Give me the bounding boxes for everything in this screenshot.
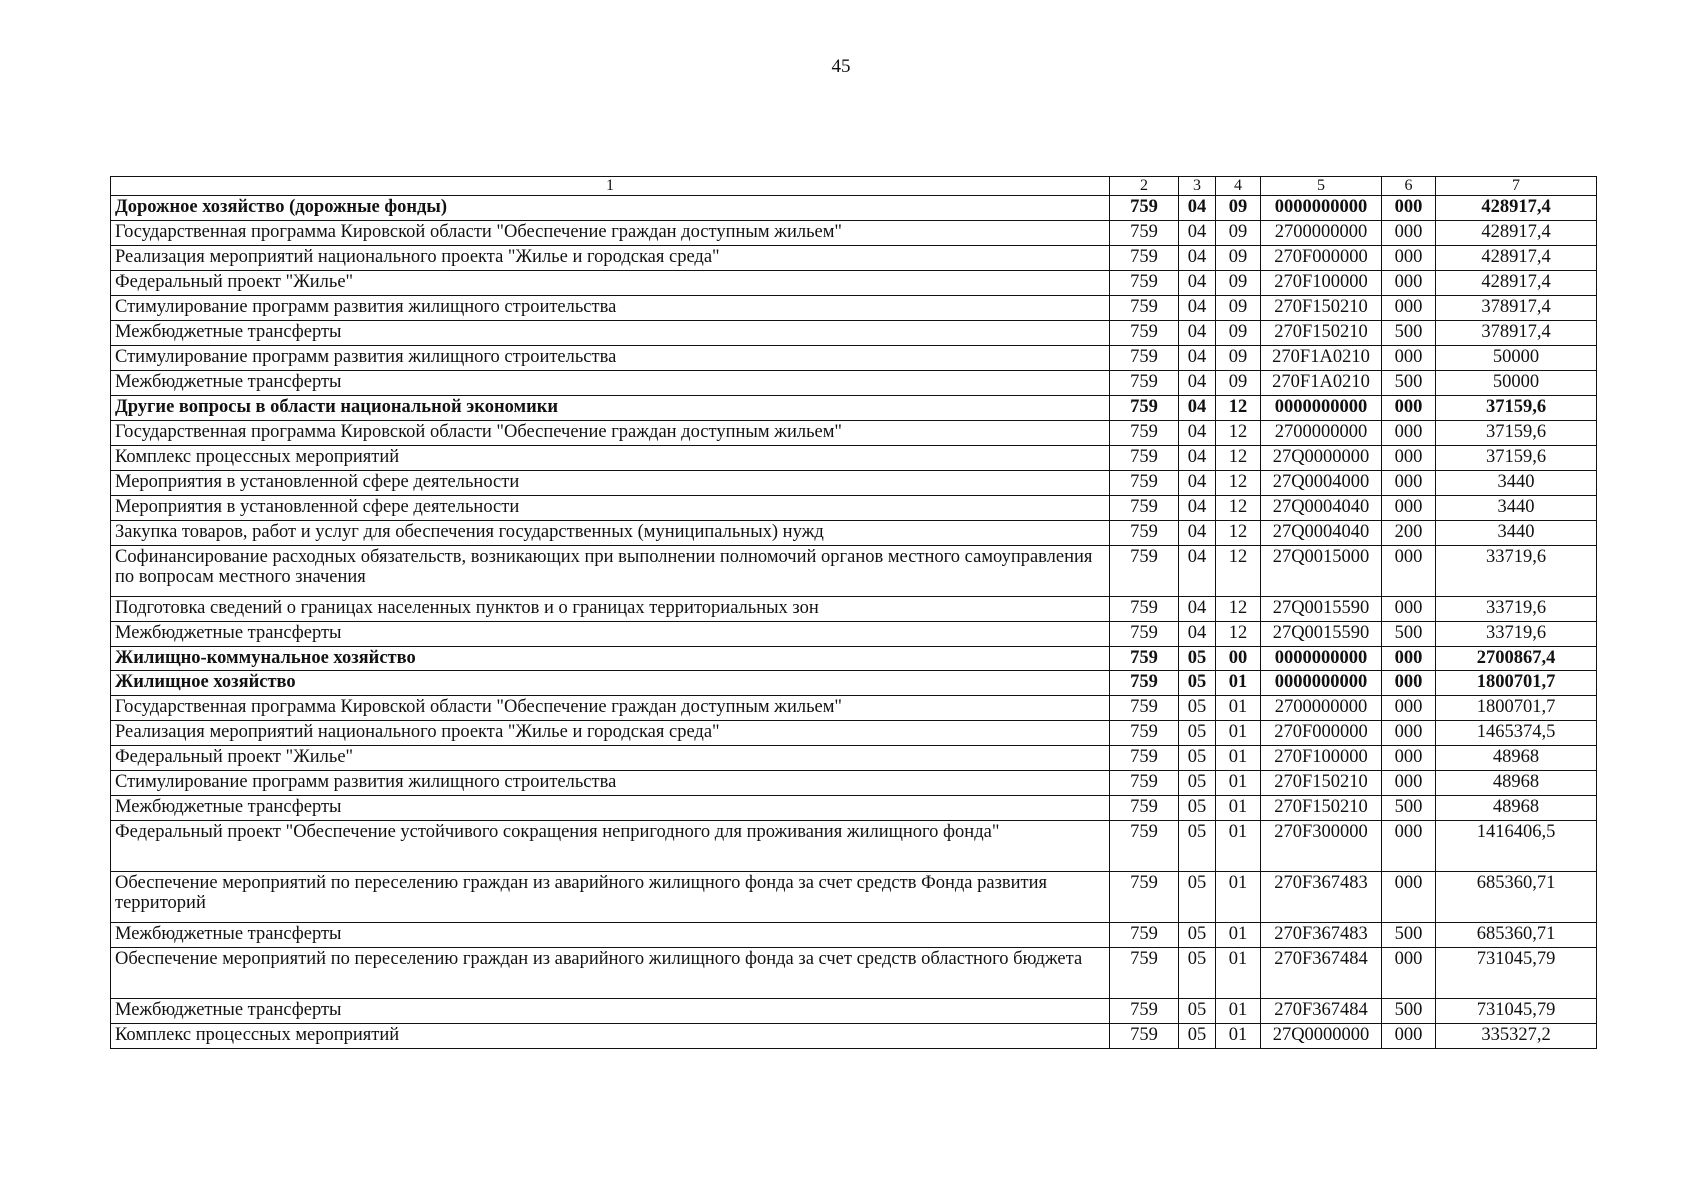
cell-ministry-code: 759 bbox=[1110, 545, 1179, 596]
cell-section: 05 bbox=[1179, 1024, 1216, 1049]
cell-amount: 685360,71 bbox=[1436, 872, 1597, 923]
cell-section: 04 bbox=[1179, 470, 1216, 495]
cell-expense-type: 000 bbox=[1382, 646, 1436, 671]
cell-target-article: 27Q0004000 bbox=[1261, 470, 1382, 495]
cell-amount: 1800701,7 bbox=[1436, 671, 1597, 696]
cell-expense-type: 000 bbox=[1382, 948, 1436, 999]
cell-expense-type: 000 bbox=[1382, 1024, 1436, 1049]
header-col-3: 3 bbox=[1179, 177, 1216, 196]
table-row bbox=[111, 220, 1597, 245]
cell-expense-type: 000 bbox=[1382, 220, 1436, 245]
cell-subsection: 12 bbox=[1216, 596, 1261, 621]
cell-subsection: 01 bbox=[1216, 923, 1261, 948]
cell-expense-type: 000 bbox=[1382, 345, 1436, 370]
cell-section: 05 bbox=[1179, 796, 1216, 821]
cell-name: Стимулирование программ развития жилищного строительства bbox=[111, 771, 1110, 796]
cell-ministry-code: 759 bbox=[1110, 1024, 1179, 1049]
cell-amount: 1800701,7 bbox=[1436, 696, 1597, 721]
cell-ministry-code: 759 bbox=[1110, 270, 1179, 295]
cell-subsection: 01 bbox=[1216, 1024, 1261, 1049]
table-row bbox=[111, 1024, 1597, 1049]
cell-amount: 3440 bbox=[1436, 470, 1597, 495]
cell-section: 04 bbox=[1179, 370, 1216, 395]
cell-subsection: 01 bbox=[1216, 872, 1261, 923]
cell-subsection: 12 bbox=[1216, 445, 1261, 470]
cell-subsection: 09 bbox=[1216, 295, 1261, 320]
cell-name: Межбюджетные трансферты bbox=[111, 796, 1110, 821]
cell-target-article: 0000000000 bbox=[1261, 646, 1382, 671]
table-row bbox=[111, 821, 1597, 872]
cell-target-article: 270F000000 bbox=[1261, 721, 1382, 746]
header-col-5: 5 bbox=[1261, 177, 1382, 196]
cell-ministry-code: 759 bbox=[1110, 395, 1179, 420]
table-row bbox=[111, 771, 1597, 796]
cell-ministry-code: 759 bbox=[1110, 295, 1179, 320]
cell-ministry-code: 759 bbox=[1110, 821, 1179, 872]
cell-name: Жилищное хозяйство bbox=[111, 671, 1110, 696]
table-row bbox=[111, 696, 1597, 721]
cell-expense-type: 500 bbox=[1382, 370, 1436, 395]
cell-expense-type: 000 bbox=[1382, 245, 1436, 270]
cell-subsection: 01 bbox=[1216, 671, 1261, 696]
cell-target-article: 270F150210 bbox=[1261, 295, 1382, 320]
cell-target-article: 270F367483 bbox=[1261, 923, 1382, 948]
cell-expense-type: 000 bbox=[1382, 445, 1436, 470]
cell-amount: 37159,6 bbox=[1436, 445, 1597, 470]
table-row bbox=[111, 395, 1597, 420]
cell-name: Реализация мероприятий национального проекта "Жилье и городская среда" bbox=[111, 245, 1110, 270]
cell-target-article: 270F367484 bbox=[1261, 948, 1382, 999]
cell-ministry-code: 759 bbox=[1110, 245, 1179, 270]
cell-section: 04 bbox=[1179, 320, 1216, 345]
table-row bbox=[111, 746, 1597, 771]
cell-section: 05 bbox=[1179, 721, 1216, 746]
table-row bbox=[111, 345, 1597, 370]
cell-section: 05 bbox=[1179, 696, 1216, 721]
header-col-7: 7 bbox=[1436, 177, 1597, 196]
cell-target-article: 27Q0000000 bbox=[1261, 445, 1382, 470]
cell-name: Комплекс процессных мероприятий bbox=[111, 445, 1110, 470]
cell-name: Межбюджетные трансферты bbox=[111, 320, 1110, 345]
cell-expense-type: 000 bbox=[1382, 295, 1436, 320]
cell-ministry-code: 759 bbox=[1110, 796, 1179, 821]
cell-ministry-code: 759 bbox=[1110, 621, 1179, 646]
cell-subsection: 01 bbox=[1216, 721, 1261, 746]
cell-expense-type: 000 bbox=[1382, 395, 1436, 420]
cell-amount: 37159,6 bbox=[1436, 420, 1597, 445]
header-col-2: 2 bbox=[1110, 177, 1179, 196]
table-row bbox=[111, 721, 1597, 746]
cell-ministry-code: 759 bbox=[1110, 596, 1179, 621]
cell-amount: 378917,4 bbox=[1436, 320, 1597, 345]
cell-amount: 685360,71 bbox=[1436, 923, 1597, 948]
cell-expense-type: 500 bbox=[1382, 999, 1436, 1024]
cell-section: 05 bbox=[1179, 671, 1216, 696]
cell-ministry-code: 759 bbox=[1110, 999, 1179, 1024]
cell-name: Федеральный проект "Жилье" bbox=[111, 746, 1110, 771]
cell-ministry-code: 759 bbox=[1110, 345, 1179, 370]
table-row bbox=[111, 270, 1597, 295]
cell-subsection: 12 bbox=[1216, 545, 1261, 596]
cell-subsection: 00 bbox=[1216, 646, 1261, 671]
cell-section: 05 bbox=[1179, 821, 1216, 872]
cell-subsection: 09 bbox=[1216, 245, 1261, 270]
cell-subsection: 01 bbox=[1216, 999, 1261, 1024]
cell-section: 04 bbox=[1179, 445, 1216, 470]
table-row bbox=[111, 596, 1597, 621]
cell-ministry-code: 759 bbox=[1110, 470, 1179, 495]
cell-expense-type: 000 bbox=[1382, 721, 1436, 746]
table-row bbox=[111, 320, 1597, 345]
cell-ministry-code: 759 bbox=[1110, 671, 1179, 696]
cell-section: 05 bbox=[1179, 872, 1216, 923]
table-row bbox=[111, 646, 1597, 671]
cell-ministry-code: 759 bbox=[1110, 696, 1179, 721]
cell-amount: 1465374,5 bbox=[1436, 721, 1597, 746]
table-row bbox=[111, 999, 1597, 1024]
cell-subsection: 12 bbox=[1216, 420, 1261, 445]
cell-ministry-code: 759 bbox=[1110, 370, 1179, 395]
cell-section: 05 bbox=[1179, 771, 1216, 796]
cell-amount: 3440 bbox=[1436, 520, 1597, 545]
cell-expense-type: 000 bbox=[1382, 270, 1436, 295]
cell-amount: 378917,4 bbox=[1436, 295, 1597, 320]
cell-target-article: 270F300000 bbox=[1261, 821, 1382, 872]
cell-subsection: 12 bbox=[1216, 495, 1261, 520]
cell-ministry-code: 759 bbox=[1110, 948, 1179, 999]
cell-name: Софинансирование расходных обязательств, возникающих при выполнении полномочий органов местного самоуправления по вопросам местного значения bbox=[111, 545, 1110, 596]
cell-section: 04 bbox=[1179, 220, 1216, 245]
cell-name: Мероприятия в установленной сфере деятельности bbox=[111, 495, 1110, 520]
cell-name: Межбюджетные трансферты bbox=[111, 621, 1110, 646]
cell-target-article: 0000000000 bbox=[1261, 395, 1382, 420]
cell-amount: 48968 bbox=[1436, 771, 1597, 796]
table-row bbox=[111, 520, 1597, 545]
cell-amount: 48968 bbox=[1436, 796, 1597, 821]
cell-name: Закупка товаров, работ и услуг для обеспечения государственных (муниципальных) нужд bbox=[111, 520, 1110, 545]
cell-target-article: 270F000000 bbox=[1261, 245, 1382, 270]
cell-amount: 3440 bbox=[1436, 495, 1597, 520]
cell-expense-type: 000 bbox=[1382, 821, 1436, 872]
cell-name: Стимулирование программ развития жилищного строительства bbox=[111, 345, 1110, 370]
cell-subsection: 01 bbox=[1216, 746, 1261, 771]
table-row bbox=[111, 621, 1597, 646]
cell-target-article: 270F1A0210 bbox=[1261, 370, 1382, 395]
cell-target-article: 0000000000 bbox=[1261, 196, 1382, 221]
cell-name: Обеспечение мероприятий по переселению граждан из аварийного жилищного фонда за счет средств Фонда развития территорий bbox=[111, 872, 1110, 923]
cell-amount: 2700867,4 bbox=[1436, 646, 1597, 671]
cell-subsection: 09 bbox=[1216, 320, 1261, 345]
table-row bbox=[111, 872, 1597, 923]
header-row bbox=[111, 177, 1597, 196]
cell-name: Федеральный проект "Обеспечение устойчивого сокращения непригодного для проживания жилищного фонда" bbox=[111, 821, 1110, 872]
cell-ministry-code: 759 bbox=[1110, 445, 1179, 470]
cell-amount: 1416406,5 bbox=[1436, 821, 1597, 872]
cell-amount: 50000 bbox=[1436, 345, 1597, 370]
cell-amount: 335327,2 bbox=[1436, 1024, 1597, 1049]
cell-section: 04 bbox=[1179, 245, 1216, 270]
cell-expense-type: 000 bbox=[1382, 872, 1436, 923]
cell-name: Федеральный проект "Жилье" bbox=[111, 270, 1110, 295]
cell-target-article: 27Q0015590 bbox=[1261, 596, 1382, 621]
cell-amount: 428917,4 bbox=[1436, 196, 1597, 221]
cell-target-article: 2700000000 bbox=[1261, 696, 1382, 721]
table-row bbox=[111, 370, 1597, 395]
cell-amount: 731045,79 bbox=[1436, 948, 1597, 999]
table-row bbox=[111, 671, 1597, 696]
header-col-6: 6 bbox=[1382, 177, 1436, 196]
cell-section: 04 bbox=[1179, 495, 1216, 520]
cell-ministry-code: 759 bbox=[1110, 520, 1179, 545]
cell-section: 04 bbox=[1179, 420, 1216, 445]
cell-expense-type: 000 bbox=[1382, 771, 1436, 796]
table-body bbox=[111, 196, 1597, 1049]
cell-amount: 428917,4 bbox=[1436, 270, 1597, 295]
cell-amount: 33719,6 bbox=[1436, 545, 1597, 596]
cell-name: Жилищно-коммунальное хозяйство bbox=[111, 646, 1110, 671]
cell-expense-type: 000 bbox=[1382, 746, 1436, 771]
cell-expense-type: 000 bbox=[1382, 196, 1436, 221]
cell-name: Комплекс процессных мероприятий bbox=[111, 1024, 1110, 1049]
cell-expense-type: 000 bbox=[1382, 545, 1436, 596]
cell-subsection: 01 bbox=[1216, 771, 1261, 796]
table-row bbox=[111, 196, 1597, 221]
cell-target-article: 270F367483 bbox=[1261, 872, 1382, 923]
table-row bbox=[111, 295, 1597, 320]
budget-table bbox=[110, 176, 1597, 1049]
cell-amount: 48968 bbox=[1436, 746, 1597, 771]
cell-subsection: 09 bbox=[1216, 220, 1261, 245]
cell-section: 05 bbox=[1179, 948, 1216, 999]
cell-subsection: 12 bbox=[1216, 520, 1261, 545]
cell-name: Другие вопросы в области национальной экономики bbox=[111, 395, 1110, 420]
cell-ministry-code: 759 bbox=[1110, 872, 1179, 923]
cell-ministry-code: 759 bbox=[1110, 721, 1179, 746]
cell-target-article: 270F150210 bbox=[1261, 771, 1382, 796]
cell-subsection: 09 bbox=[1216, 370, 1261, 395]
cell-target-article: 27Q0004040 bbox=[1261, 520, 1382, 545]
cell-expense-type: 000 bbox=[1382, 470, 1436, 495]
cell-ministry-code: 759 bbox=[1110, 746, 1179, 771]
cell-name: Государственная программа Кировской области "Обеспечение граждан доступным жильем" bbox=[111, 220, 1110, 245]
cell-subsection: 12 bbox=[1216, 621, 1261, 646]
table-row bbox=[111, 445, 1597, 470]
cell-subsection: 09 bbox=[1216, 196, 1261, 221]
cell-section: 04 bbox=[1179, 395, 1216, 420]
cell-target-article: 270F100000 bbox=[1261, 270, 1382, 295]
header-col-1: 1 bbox=[111, 177, 1110, 196]
cell-subsection: 12 bbox=[1216, 470, 1261, 495]
cell-expense-type: 500 bbox=[1382, 923, 1436, 948]
cell-target-article: 2700000000 bbox=[1261, 420, 1382, 445]
cell-target-article: 27Q0015590 bbox=[1261, 621, 1382, 646]
cell-name: Обеспечение мероприятий по переселению граждан из аварийного жилищного фонда за счет средств областного бюджета bbox=[111, 948, 1110, 999]
cell-name: Межбюджетные трансферты bbox=[111, 923, 1110, 948]
cell-amount: 428917,4 bbox=[1436, 220, 1597, 245]
cell-amount: 33719,6 bbox=[1436, 621, 1597, 646]
cell-subsection: 01 bbox=[1216, 821, 1261, 872]
cell-amount: 33719,6 bbox=[1436, 596, 1597, 621]
cell-subsection: 09 bbox=[1216, 345, 1261, 370]
cell-name: Подготовка сведений о границах населенных пунктов и о границах территориальных зон bbox=[111, 596, 1110, 621]
cell-name: Государственная программа Кировской области "Обеспечение граждан доступным жильем" bbox=[111, 696, 1110, 721]
cell-expense-type: 500 bbox=[1382, 621, 1436, 646]
cell-expense-type: 200 bbox=[1382, 520, 1436, 545]
cell-name: Межбюджетные трансферты bbox=[111, 999, 1110, 1024]
cell-target-article: 0000000000 bbox=[1261, 671, 1382, 696]
cell-target-article: 27Q0015000 bbox=[1261, 545, 1382, 596]
cell-target-article: 27Q0000000 bbox=[1261, 1024, 1382, 1049]
cell-target-article: 270F150210 bbox=[1261, 796, 1382, 821]
cell-section: 04 bbox=[1179, 345, 1216, 370]
cell-ministry-code: 759 bbox=[1110, 646, 1179, 671]
cell-amount: 731045,79 bbox=[1436, 999, 1597, 1024]
cell-subsection: 01 bbox=[1216, 696, 1261, 721]
cell-section: 04 bbox=[1179, 270, 1216, 295]
cell-target-article: 270F150210 bbox=[1261, 320, 1382, 345]
cell-subsection: 09 bbox=[1216, 270, 1261, 295]
cell-section: 04 bbox=[1179, 621, 1216, 646]
cell-section: 04 bbox=[1179, 520, 1216, 545]
table-row bbox=[111, 420, 1597, 445]
cell-name: Межбюджетные трансферты bbox=[111, 370, 1110, 395]
cell-expense-type: 000 bbox=[1382, 696, 1436, 721]
cell-name: Стимулирование программ развития жилищного строительства bbox=[111, 295, 1110, 320]
cell-section: 05 bbox=[1179, 646, 1216, 671]
cell-target-article: 270F100000 bbox=[1261, 746, 1382, 771]
page-number: 45 bbox=[831, 56, 851, 77]
cell-ministry-code: 759 bbox=[1110, 220, 1179, 245]
cell-expense-type: 500 bbox=[1382, 320, 1436, 345]
header-col-4: 4 bbox=[1216, 177, 1261, 196]
cell-name: Государственная программа Кировской области "Обеспечение граждан доступным жильем" bbox=[111, 420, 1110, 445]
cell-section: 04 bbox=[1179, 596, 1216, 621]
cell-amount: 50000 bbox=[1436, 370, 1597, 395]
cell-section: 05 bbox=[1179, 999, 1216, 1024]
cell-expense-type: 000 bbox=[1382, 495, 1436, 520]
cell-section: 04 bbox=[1179, 545, 1216, 596]
cell-ministry-code: 759 bbox=[1110, 196, 1179, 221]
cell-subsection: 01 bbox=[1216, 948, 1261, 999]
cell-section: 04 bbox=[1179, 295, 1216, 320]
cell-ministry-code: 759 bbox=[1110, 495, 1179, 520]
table-row bbox=[111, 948, 1597, 999]
cell-section: 05 bbox=[1179, 923, 1216, 948]
cell-expense-type: 000 bbox=[1382, 596, 1436, 621]
cell-ministry-code: 759 bbox=[1110, 420, 1179, 445]
table-row bbox=[111, 796, 1597, 821]
table-row bbox=[111, 495, 1597, 520]
cell-ministry-code: 759 bbox=[1110, 771, 1179, 796]
cell-section: 04 bbox=[1179, 196, 1216, 221]
cell-subsection: 12 bbox=[1216, 395, 1261, 420]
table-row bbox=[111, 923, 1597, 948]
cell-name: Мероприятия в установленной сфере деятельности bbox=[111, 470, 1110, 495]
cell-target-article: 27Q0004040 bbox=[1261, 495, 1382, 520]
cell-name: Реализация мероприятий национального проекта "Жилье и городская среда" bbox=[111, 721, 1110, 746]
cell-amount: 37159,6 bbox=[1436, 395, 1597, 420]
cell-ministry-code: 759 bbox=[1110, 320, 1179, 345]
cell-target-article: 2700000000 bbox=[1261, 220, 1382, 245]
table-row bbox=[111, 470, 1597, 495]
table-row bbox=[111, 245, 1597, 270]
cell-expense-type: 000 bbox=[1382, 420, 1436, 445]
cell-target-article: 270F367484 bbox=[1261, 999, 1382, 1024]
cell-amount: 428917,4 bbox=[1436, 245, 1597, 270]
cell-subsection: 01 bbox=[1216, 796, 1261, 821]
cell-section: 05 bbox=[1179, 746, 1216, 771]
table-row bbox=[111, 545, 1597, 596]
cell-name: Дорожное хозяйство (дорожные фонды) bbox=[111, 196, 1110, 221]
cell-expense-type: 000 bbox=[1382, 671, 1436, 696]
cell-ministry-code: 759 bbox=[1110, 923, 1179, 948]
cell-target-article: 270F1A0210 bbox=[1261, 345, 1382, 370]
cell-expense-type: 500 bbox=[1382, 796, 1436, 821]
